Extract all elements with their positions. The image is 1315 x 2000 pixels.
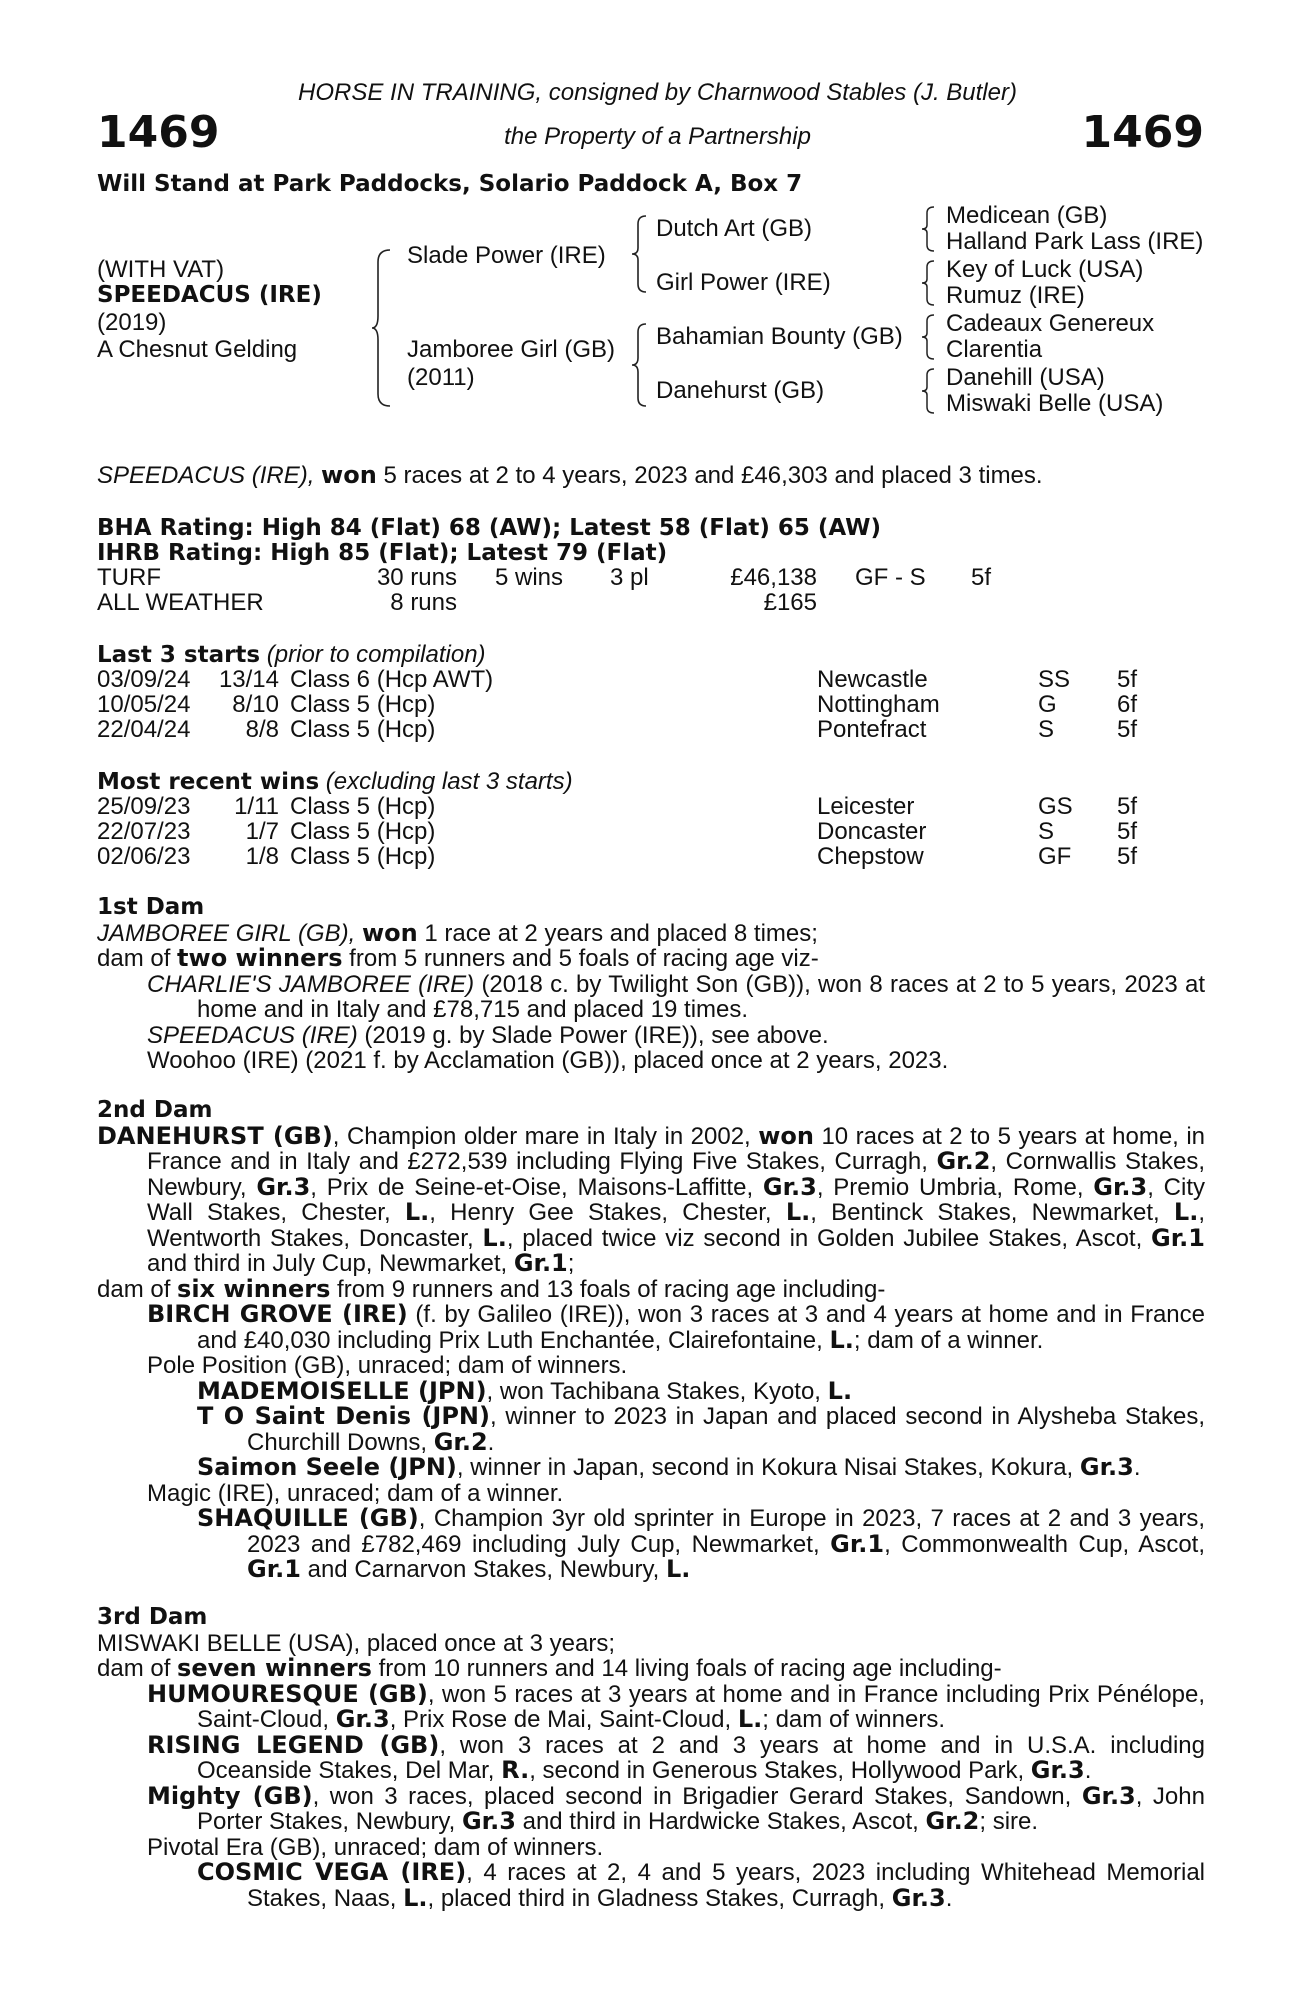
dam-name: Jamboree Girl (GB): [407, 336, 616, 363]
gen3-7: Danehill (USA): [946, 364, 1105, 391]
gen3-1: Medicean (GB): [946, 202, 1108, 229]
first-dam-progeny: SPEEDACUS (IRE) (2019 g. by Slade Power (IRE)), see above.: [147, 1021, 829, 1049]
second-dam-progeny: BIRCH GROVE (IRE) (f. by Galileo (IRE)), won 3 races at 3 and 4 years at home and in France and £40,030 including Prix Luth Enchantée, Clairefontaine, L.; dam of a winner.: [147, 1300, 1205, 1354]
second-dam-record: DANEHURST (GB), Champion older mare in Italy in 2002, won 10 races at 2 to 5 years at home, in France and in Italy and £272,539 including Flying Five Stakes, Curragh, Gr.2, Cornwallis Stakes, Newbury, Gr.3, Prix de Seine-et-Oise, Maisons-Laffitte, Gr.3, Premio Umbria, Rome, Gr.3, City Wall Stakes, Chester, L., Henry Gee Stakes, Chester, L., Bentinck Stakes, Newmarket, L., Wentworth Stakes, Doncaster, L., placed twice viz second in Golden Jubilee Stakes, Ascot, Gr.1 and third in July Cup, Newmarket, Gr.1;: [97, 1121, 1206, 1277]
third-dam-progeny: HUMOURESQUE (GB), won 5 races at 3 years at home and in France including Prix Pénélope, Saint-Cloud, Gr.3, Prix Rose de Mai, Saint-Cloud, L.; dam of winners.: [147, 1679, 1205, 1733]
pedigree-brace-dam: [630, 322, 648, 408]
horse-description: A Chesnut Gelding: [97, 336, 298, 363]
header-line1: HORSE IN TRAINING, consigned by Charnwood Stables (J. Butler): [298, 79, 1017, 106]
first-dam-progeny: Woohoo (IRE) (2021 f. by Acclamation (GB)), placed once at 2 years, 2023.: [147, 1047, 949, 1074]
third-dam-produce: dam of seven winners from 10 runners and 14 living foals of racing age including-: [97, 1654, 1002, 1682]
location-line: Will Stand at Park Paddocks, Solario Paddock A, Box 7: [97, 171, 803, 197]
lot-number-right: 1469: [1081, 107, 1204, 158]
gen3-2: Halland Park Lass (IRE): [946, 228, 1204, 255]
horse-name: SPEEDACUS (IRE): [97, 282, 322, 308]
third-dam-progeny: Mighty (GB), won 3 races, placed second in Brigadier Gerard Stakes, Sandown, Gr.3, John Porter Stakes, Newbury, Gr.3 and third in Hardwicke Stakes, Ascot, Gr.2; sire.: [147, 1781, 1205, 1835]
grand-progeny: Saimon Seele (JPN), winner in Japan, second in Kokura Nisai Stakes, Kokura, Gr.3.: [197, 1453, 1141, 1481]
ihrb-rating: IHRB Rating: High 85 (Flat); Latest 79 (Flat): [97, 540, 668, 566]
grand-progeny: COSMIC VEGA (IRE), 4 races at 2, 4 and 5 years, 2023 including Whitehead Memorial Stakes, Naas, L., placed third in Gladness Stakes, Curragh, Gr.3.: [197, 1858, 1206, 1912]
pedigree-braces-gen3: [920, 205, 936, 425]
record-row-turf: TURF 30 runs 5 wins 3 pl £46,138 GF - S 5f: [97, 564, 992, 591]
first-dam-line1: JAMBOREE GIRL (GB), won 1 race at 2 years and placed 8 times;: [97, 918, 818, 947]
third-dam-title: 3rd Dam: [97, 1604, 208, 1630]
recent-win-row: 02/06/23 1/8 Class 5 (Hcp) Chepstow GF 5f: [97, 843, 1138, 870]
last-start-row: 22/04/24 8/8 Class 5 (Hcp) Pontefract S 5f: [97, 716, 1138, 743]
gen3-3: Key of Luck (USA): [946, 256, 1144, 283]
grand-progeny: T O Saint Denis (JPN), winner to 2023 in Japan and placed second in Alysheba Stakes, Churchill Downs, Gr.2.: [197, 1402, 1205, 1456]
second-dam-progeny: Pole Position (GB), unraced; dam of winners.: [147, 1352, 628, 1379]
last-starts-heading: Last 3 starts (prior to compilation): [97, 641, 486, 668]
grand-progeny: SHAQUILLE (GB), Champion 3yr old sprinter in Europe in 2023, 7 races at 2 and 3 years, 2023 and £782,469 including July Cup, Newmarket, Gr.1, Commonwealth Cup, Ascot, Gr.1 and Carnarvon Stakes, Newbury, L.: [197, 1504, 1206, 1583]
third-dam-line1: MISWAKI BELLE (USA), placed once at 3 years;: [97, 1629, 615, 1657]
third-dam-progeny: RISING LEGEND (GB), won 3 races at 2 and 3 years at home and in U.S.A. including Oceanside Stakes, Del Mar, R., second in Generous Stakes, Hollywood Park, Gr.3.: [147, 1730, 1205, 1784]
horse-year: (2019): [97, 309, 167, 336]
bha-rating: BHA Rating: High 84 (Flat) 68 (AW); Latest 58 (Flat) 65 (AW): [97, 515, 882, 541]
second-dam-produce: dam of six winners from 9 runners and 13 foals of racing age including-: [97, 1274, 886, 1303]
recent-win-row: 25/09/23 1/11 Class 5 (Hcp) Leicester GS 5f: [97, 793, 1138, 820]
third-dam-progeny: Pivotal Era (GB), unraced; dam of winners.: [147, 1833, 604, 1861]
third-dam-section: [97, 1605, 1205, 1911]
first-dam-section: [97, 895, 1205, 1074]
gen3-4: Rumuz (IRE): [946, 282, 1085, 309]
lot-number-left: 1469: [97, 107, 220, 158]
vat-label: (WITH VAT): [97, 256, 225, 283]
sire-dam: Girl Power (IRE): [656, 269, 831, 296]
recent-win-row: 22/07/23 1/7 Class 5 (Hcp) Doncaster S 5f: [97, 818, 1138, 845]
last-start-row: 03/09/24 13/14 Class 6 (Hcp AWT) Newcastle SS 5f: [97, 666, 1138, 693]
first-dam-progeny: CHARLIE'S JAMBOREE (IRE) (2018 c. by Twilight Son (GB)), won 8 races at 2 to 5 years, 2023 at home and in Italy and £78,715 and placed 19 times.: [147, 970, 1205, 1023]
pedigree-brace-main: [370, 248, 392, 408]
pedigree-brace-sire: [630, 214, 648, 294]
dam-dam: Danehurst (GB): [656, 377, 825, 404]
recent-wins-heading: Most recent wins (excluding last 3 starts): [97, 768, 573, 795]
gen3-6: Clarentia: [946, 336, 1043, 363]
gen3-5: Cadeaux Genereux: [946, 310, 1155, 337]
header-line2: the Property of a Partnership: [504, 123, 811, 150]
race-summary: SPEEDACUS (IRE), won 5 races at 2 to 4 years, 2023 and £46,303 and placed 3 times.: [97, 461, 1043, 489]
dam-year: (2011): [407, 364, 475, 391]
sire-name: Slade Power (IRE): [407, 242, 606, 269]
dam-sire: Bahamian Bounty (GB): [656, 323, 903, 350]
second-dam-section: [97, 1098, 1205, 1583]
first-dam-line2: dam of two winners from 5 runners and 5 foals of racing age viz-: [97, 944, 819, 972]
last-start-row: 10/05/24 8/10 Class 5 (Hcp) Nottingham G 6f: [97, 691, 1138, 718]
second-dam-progeny: Magic (IRE), unraced; dam of a winner.: [147, 1479, 564, 1507]
grand-progeny: MADEMOISELLE (JPN), won Tachibana Stakes, Kyoto, L.: [197, 1376, 853, 1405]
record-row-aw: ALL WEATHER 8 runs £165: [97, 589, 817, 616]
second-dam-title: 2nd Dam: [97, 1097, 213, 1123]
gen3-8: Miswaki Belle (USA): [946, 390, 1164, 417]
first-dam-title: 1st Dam: [97, 894, 205, 920]
sire-sire: Dutch Art (GB): [656, 215, 813, 242]
